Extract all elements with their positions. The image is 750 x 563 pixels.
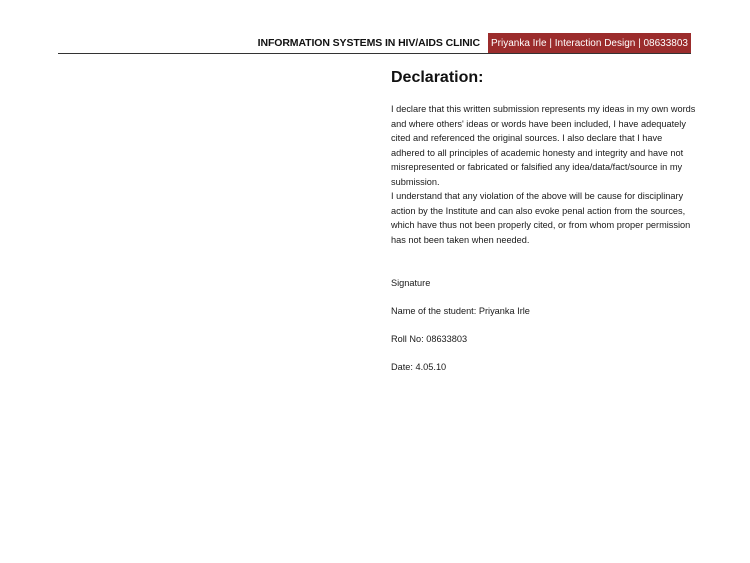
header-divider [58,53,691,54]
declaration-paragraph-2: I understand that any violation of the above will be cause for disciplinary action by the Institute and can also evoke penal action from the sources, which have thus not been properly cited, or from whom proper permission has not been taken when needed. [391,191,691,245]
declaration-paragraph-1: I declare that this written submission represents my ideas in my own words and where others' ideas or words have been included, I have adequately cited and referenced the original sources. I also declare that I have adhered to all principles of academic honesty and integrity and have not misrepresented or fabricated or falsified any idea/data/fact/source in my submission. [391,104,696,187]
page-header [58,33,691,54]
declaration-body [391,102,696,247]
submission-date: Date: 4.05.10 [391,362,447,372]
roll-number: Roll No: 08633803 [391,334,468,344]
signature-label: Signature [391,278,431,288]
author-badge: Priyanka Irle | Interaction Design | 08633803 [488,33,691,54]
declaration-section [391,68,696,374]
declaration-heading: Declaration: [391,69,484,86]
document-title: INFORMATION SYSTEMS IN HIV/AIDS CLINIC [257,37,480,49]
student-name: Name of the student: Priyanka Irle [391,306,530,316]
